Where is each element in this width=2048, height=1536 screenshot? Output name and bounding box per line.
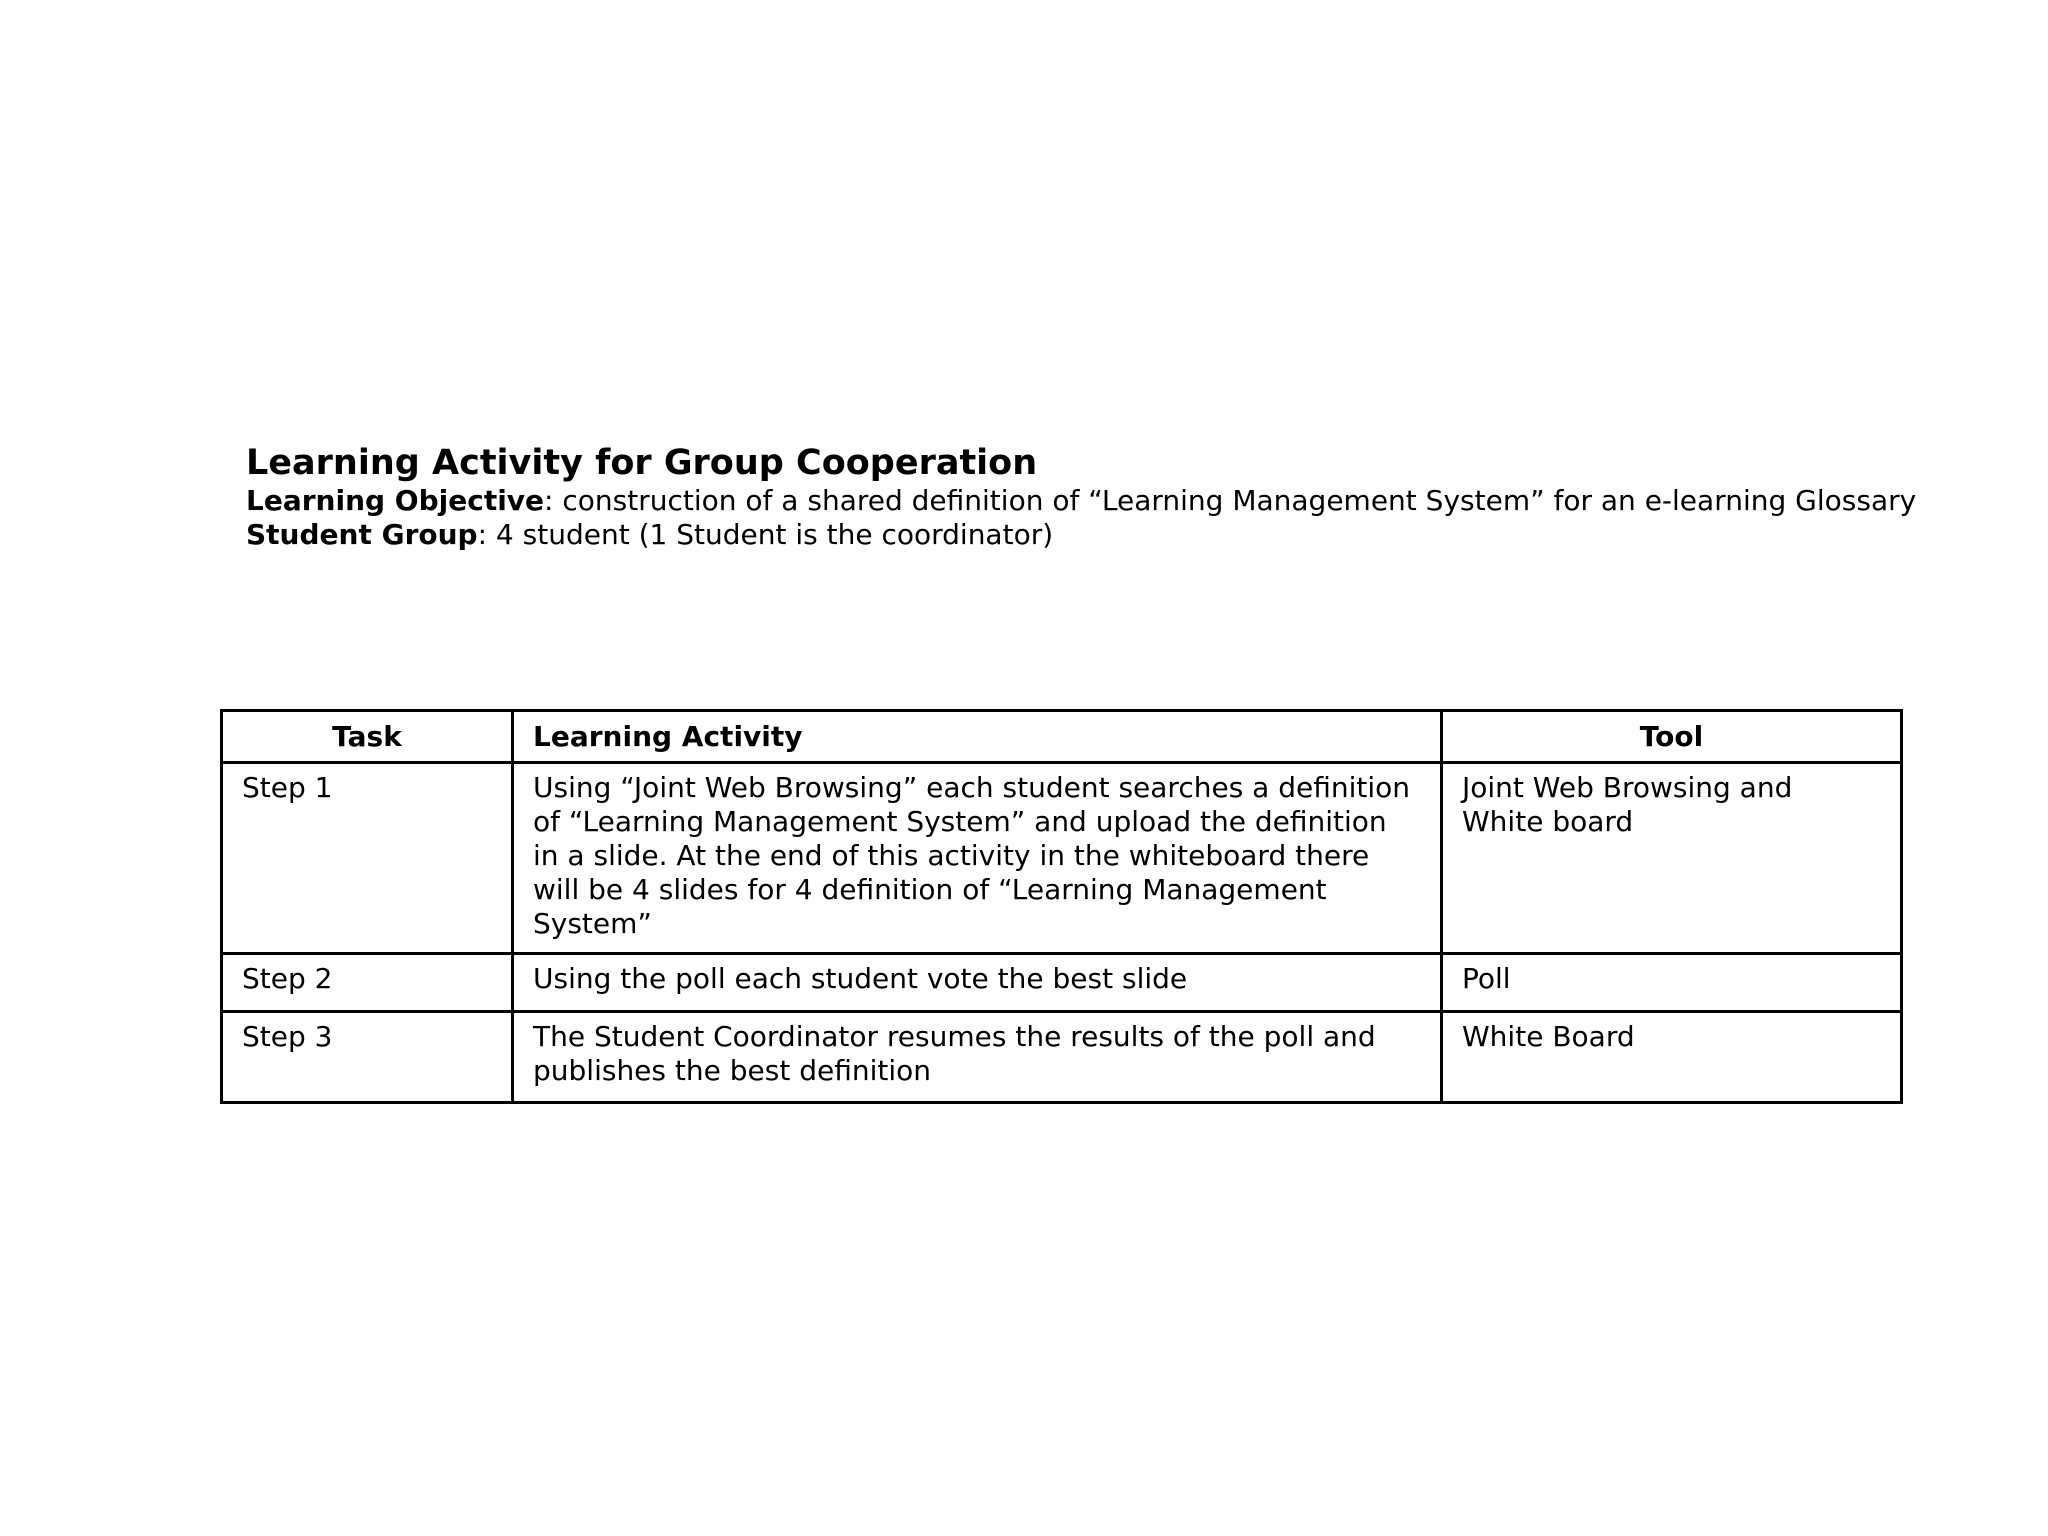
task-cell: Step 2 <box>222 954 513 1012</box>
tool-cell: Joint Web Browsing and White board <box>1442 763 1902 954</box>
tool-cell: Poll <box>1442 954 1902 1012</box>
task-cell: Step 3 <box>222 1012 513 1103</box>
activity-cell: Using “Joint Web Browsing” each student searches a definition of “Learning Management System” and upload the definition in a slide. At the end of this activity in the whiteboard there will be 4 slides for 4 definition of “Learning Management System” <box>513 763 1442 954</box>
learning-objective-text: : construction of a shared definition of “Learning Management System” for an e-learning Glossary <box>544 484 1917 517</box>
activity-table <box>220 709 1903 1104</box>
header-learning-activity: Learning Activity <box>513 711 1442 763</box>
table-header-row <box>222 711 1902 763</box>
table-row <box>222 1012 1902 1103</box>
table-row <box>222 954 1902 1012</box>
tool-cell: White Board <box>1442 1012 1902 1103</box>
student-group-text: : 4 student (1 Student is the coordinator) <box>477 518 1054 551</box>
table-row <box>222 763 1902 954</box>
learning-objective-line <box>246 484 2006 518</box>
header-task: Task <box>222 711 513 763</box>
learning-objective-label: Learning Objective <box>246 484 545 517</box>
activity-cell: The Student Coordinator resumes the results of the poll and publishes the best definition <box>513 1012 1442 1103</box>
student-group-label: Student Group <box>246 518 478 551</box>
header-tool: Tool <box>1442 711 1902 763</box>
activity-cell: Using the poll each student vote the best slide <box>513 954 1442 1012</box>
document-title: Learning Activity for Group Cooperation <box>246 443 1038 483</box>
student-group-line <box>246 518 2006 552</box>
document-header <box>246 442 2006 552</box>
task-cell: Step 1 <box>222 763 513 954</box>
